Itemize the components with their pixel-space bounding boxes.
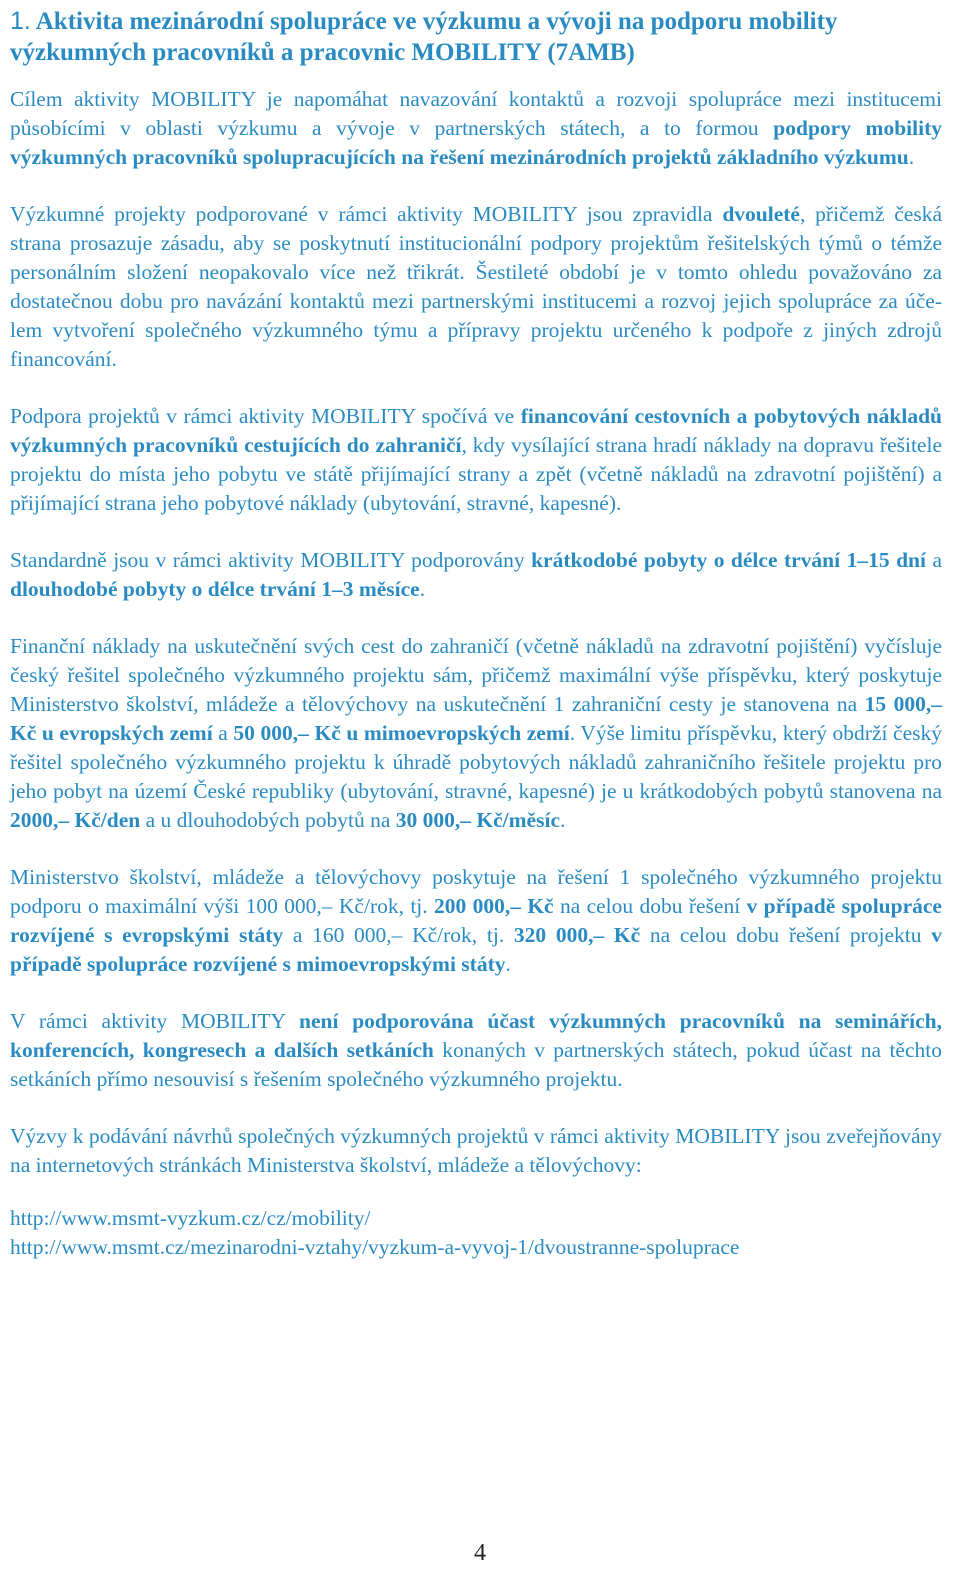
paragraph-exclusions: [10, 1007, 942, 1094]
text-run: V rámci aktivity MOBILITY: [10, 1009, 300, 1033]
paragraph-support: [10, 402, 942, 518]
text-run: a: [212, 721, 234, 745]
bold-run: v případě spolupráce rozvíjené s mimoevropskými státy: [10, 923, 942, 976]
bold-run: dvouleté: [722, 202, 800, 226]
paragraph-costs: [10, 632, 942, 835]
paragraph-calls: [10, 1122, 942, 1180]
section-number: 1.: [10, 7, 31, 35]
text-run: na celou dobu řešení: [553, 894, 747, 918]
bold-run: dlouhodobé pobyty o délce trvání 1–3 měsíce: [10, 577, 420, 601]
text-run: .: [419, 577, 426, 601]
bold-run: 320 000,– Kč: [513, 923, 641, 947]
paragraph-stays: [10, 546, 942, 604]
document-page: [10, 0, 942, 1262]
paragraph-projects: [10, 200, 942, 374]
text-run: a: [925, 548, 942, 572]
section-title: Aktivita mezinárodní spolupráce ve výzkumu a vývoji na podporu mobility výzkumných pracovníků a pracovnic MOBILITY (7AMB): [10, 8, 838, 66]
bold-run: 15 000,– Kč u evropských zemí: [10, 692, 942, 745]
link-list: [10, 1204, 942, 1262]
page-number: 4: [474, 1540, 486, 1566]
bold-run: financování cestovních a pobytových nákladů výzkumných pracovníků cestujících do zahraničí: [10, 404, 942, 457]
bold-run: není podporována účast výzkumných pracovníků na seminářích, konferencích, kongresech a dalších setkáních: [10, 1009, 942, 1062]
bold-run: krátkodobé pobyty o délce trvání 1–15 dní: [531, 548, 926, 572]
text-run: Finanční náklady na uskutečnění svých cest do zahraničí (včetně nákladů na zdravotní pojištění) vyčísluje český řešitel společného výzkumného projektu sám, přičemž maximální výše příspěvku, který poskytuje Ministerstvo školství, mládeže a tělovýchovy na uskutečnění 1 zahraniční cesty je stanovena na: [10, 634, 942, 716]
text-run: Cílem aktivity MOBILITY je napomáhat navazování kontaktů a rozvoji spolupráce mezi institucemi působícími v oblasti výzkumu a vývoje v partnerských státech, a to formou: [10, 87, 942, 140]
link-msmt-spoluprace[interactable]: http://www.msmt.cz/mezinarodni-vztahy/vyzkum-a-vyvoj-1/dvoustranne-spoluprace: [10, 1235, 740, 1259]
text-run: Výzkumné projekty podporované v rámci aktivity MOBILITY jsou zpravidla: [10, 202, 723, 226]
bold-run: 50 000,– Kč u mimoevropských zemí: [233, 721, 570, 745]
text-run: .: [908, 145, 915, 169]
bold-run: v případě spolupráce rozvíjené s evropskými státy: [10, 894, 942, 947]
text-run: .: [505, 952, 511, 976]
text-run: , přičemž česká strana prosazuje zásadu, aby se poskytnutí institucionální podpory projektům řešitelských týmů o témže personálním složení neopakovalo více než třikrát. Šestileté období je v tomto ohledu považováno za dostatečnou dobu pro navázání kontaktů mezi partnerskými institucemi a rozvoj jejich spolupráce za účelem vytvoření společného výzkumného týmu a přípravy projektu určeného k podpoře z jiných zdrojů financování.: [10, 202, 942, 371]
text-run: .: [559, 808, 566, 832]
paragraph-funding: [10, 863, 942, 979]
bold-run: 2000,– Kč/den: [10, 808, 141, 832]
paragraph-aim: [10, 85, 942, 172]
text-run: Podpora projektů v rámci aktivity MOBILITY spočívá ve: [10, 404, 521, 428]
section-heading: [10, 0, 942, 68]
text-run: Standardně jsou v rámci aktivity MOBILITY podporovány: [10, 548, 532, 572]
bold-run: 30 000,– Kč/měsíc: [395, 808, 560, 832]
text-run: konaných v partnerských státech, pokud účast na těchto setkáních přímo nesouvisí s řešením společného výzkumného projektu.: [10, 1038, 942, 1091]
bold-run: 200 000,– Kč: [434, 894, 554, 918]
text-run: , kdy vysílající strana hradí náklady na dopravu řešitele projektu do místa jeho pobytu ve státě přijímající strany a zpět (včetně nákladů na zdravotní pojištění) a přijímající strana jeho pobytové náklady (ubytování, stravné, kapesné).: [10, 433, 942, 515]
text-run: a u dlouhodobých pobytů na: [140, 808, 396, 832]
text-run: a 160 000,– Kč/rok, tj.: [283, 923, 514, 947]
text-run: Výzvy k podávání návrhů společných výzkumných projektů v rámci aktivity MOBILITY jsou zveřejňovány na internetových stránkách Ministerstva školství, mládeže a tělovýchovy:: [10, 1124, 942, 1177]
text-run: Ministerstvo školství, mládeže a tělovýchovy poskytuje na řešení 1 společného výzkumného projektu podporu o maximální výši 100 000,– Kč/rok, tj.: [10, 865, 942, 918]
bold-run: podpory mobility výzkumných pracovníků spolupracujících na řešení mezinárodních projektů základního výzkumu: [10, 116, 942, 169]
text-run: . Výše limitu příspěvku, který obdrží český řešitel společného výzkumného projektu k úhradě pobytových nákladů zahraničního řešitele projektu pro jeho pobyt na území České republiky (ubytování, stravné, kapesné) je u krátkodobých pobytů stanovena na: [10, 721, 943, 803]
link-msmt-vyzkum[interactable]: http://www.msmt-vyzkum.cz/cz/mobility/: [10, 1206, 371, 1230]
text-run: na celou dobu řešení projektu: [640, 923, 932, 947]
